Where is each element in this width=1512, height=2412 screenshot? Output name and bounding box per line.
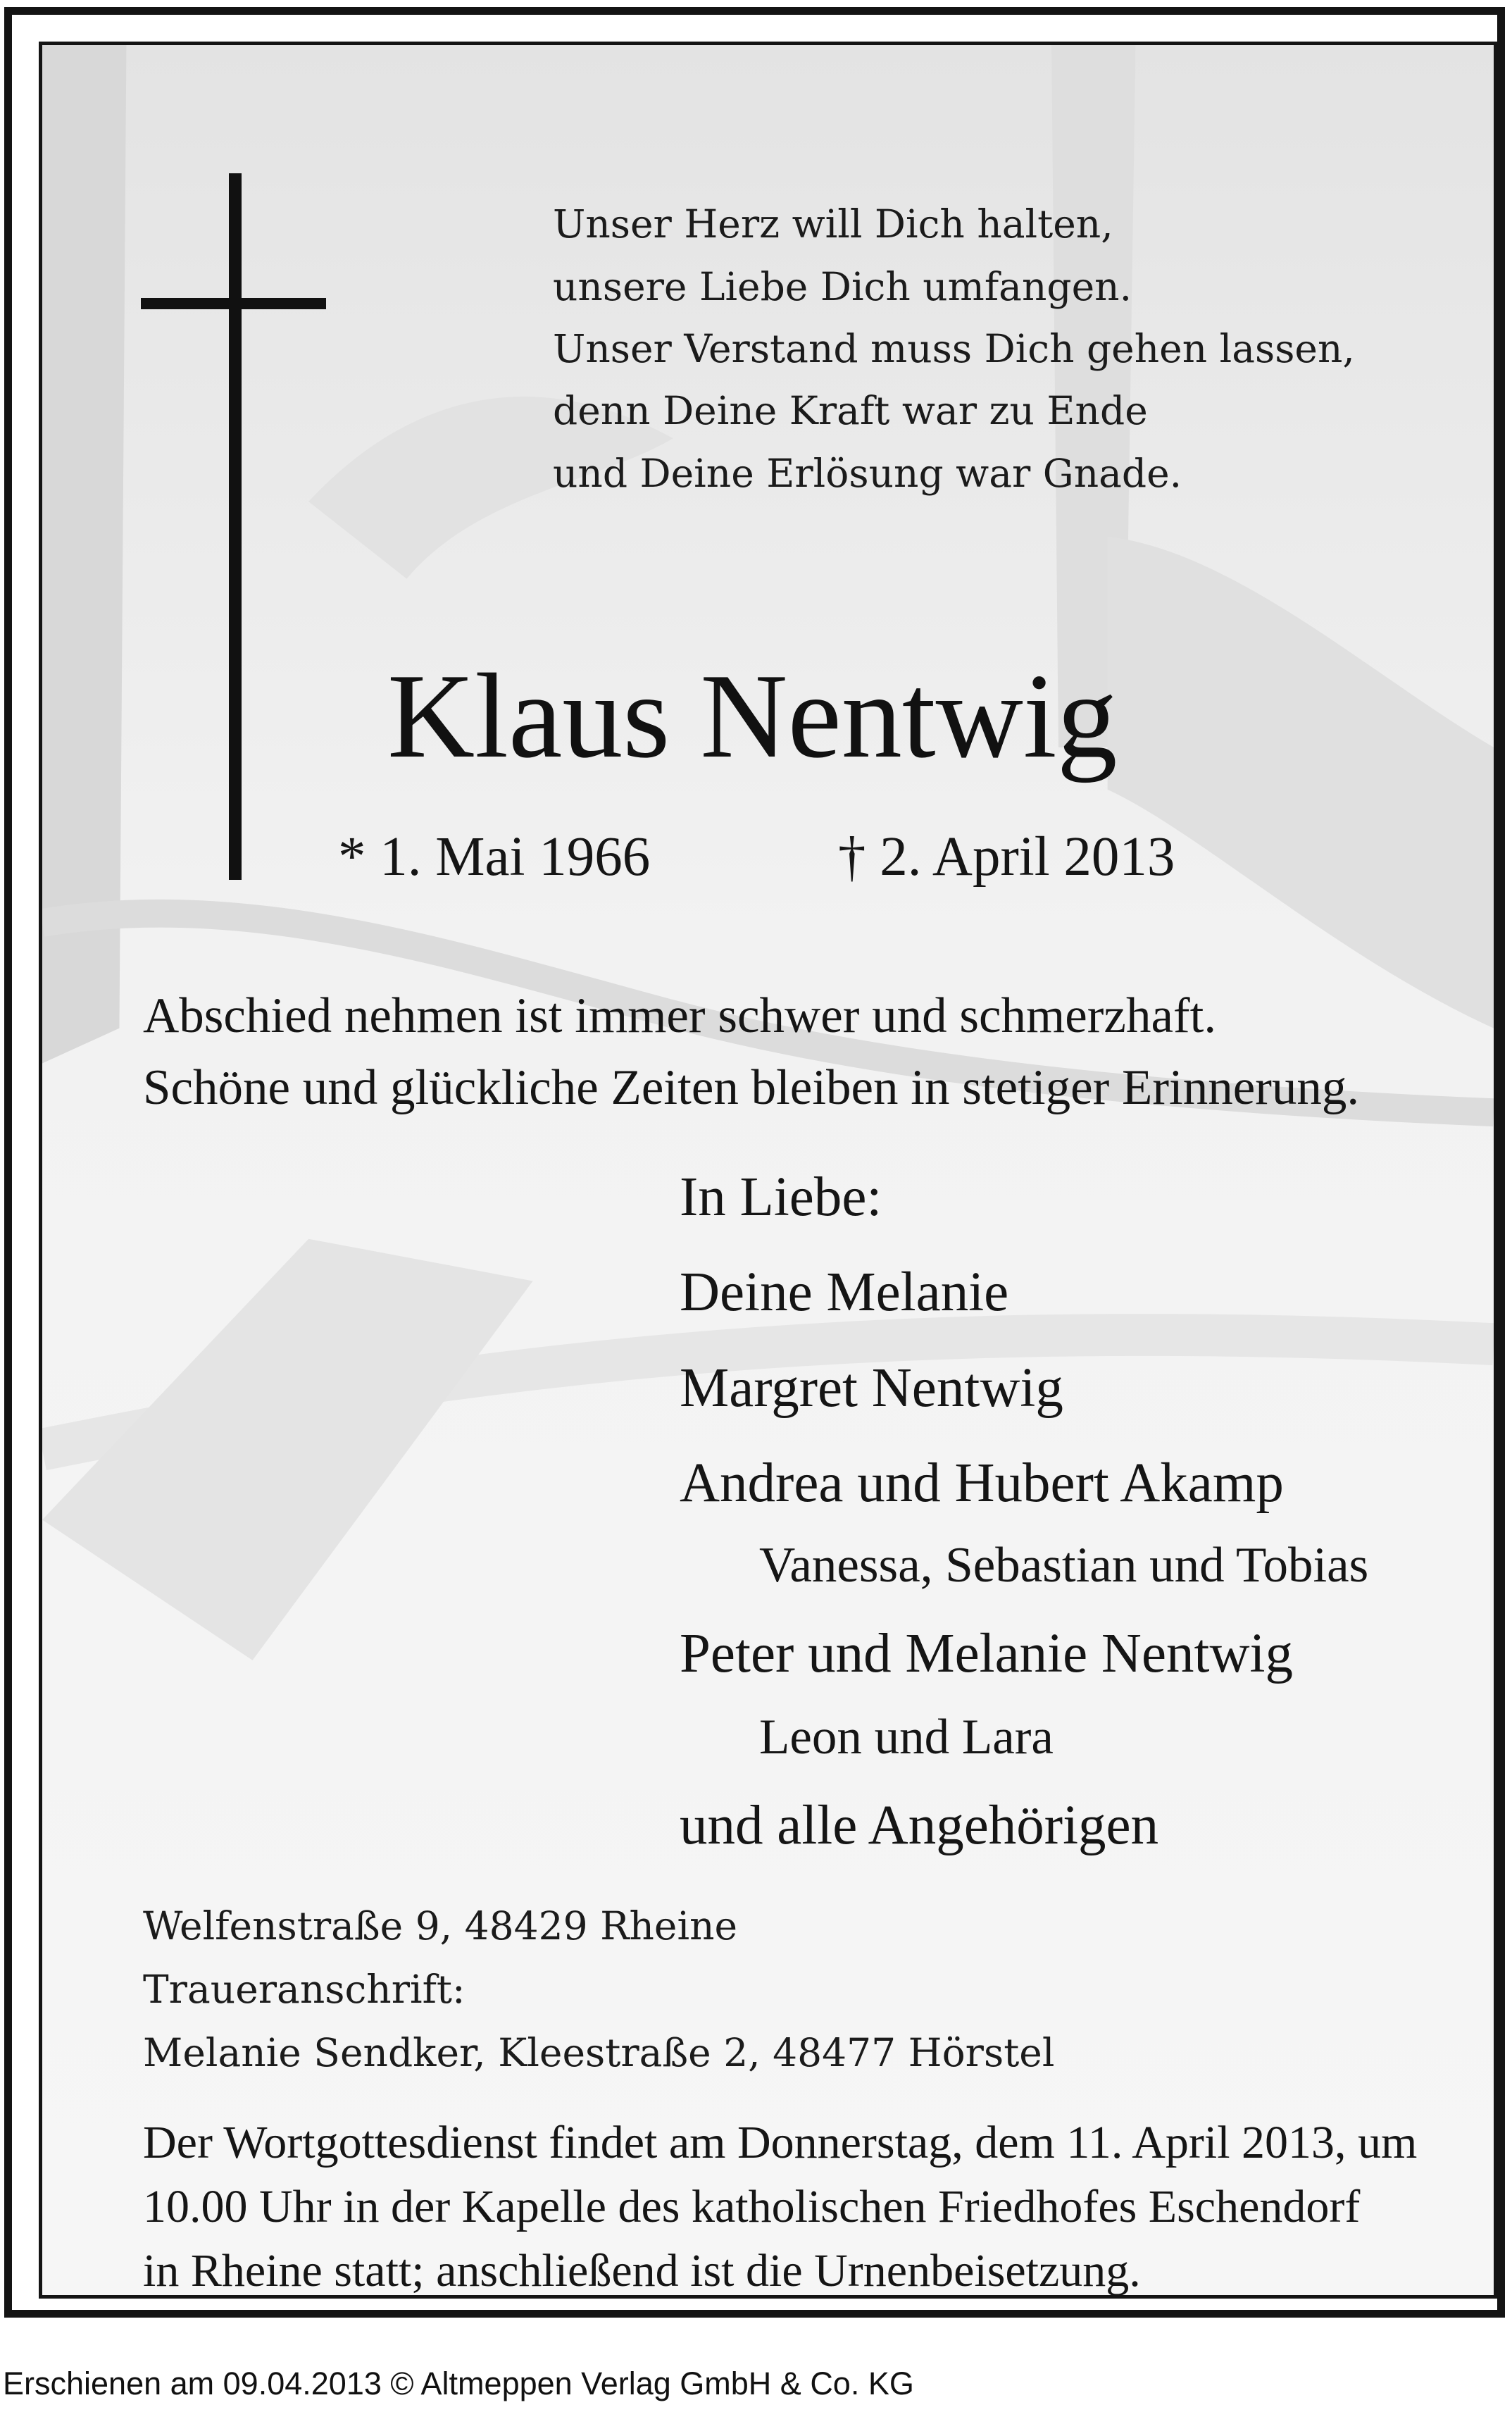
poem-line: Unser Verstand muss Dich gehen lassen, — [553, 326, 1355, 371]
service-info-line: in Rheine statt; anschließend ist die Urnenbeisetzung. — [143, 2245, 1141, 2296]
family-intro: In Liebe: — [680, 1167, 882, 1228]
cross-symbol-vertical — [229, 173, 242, 880]
farewell-line: Abschied nehmen ist immer schwer und schmerzhaft. — [143, 988, 1217, 1043]
address-line: Melanie Sendker, Kleestraße 2, 48477 Hörstel — [143, 2030, 1055, 2075]
farewell-line: Schöne und glückliche Zeiten bleiben in stetiger Erinnerung. — [143, 1060, 1360, 1115]
publication-credit: Erschienen am 09.04.2013 © Altmeppen Verlag GmbH & Co. KG — [3, 2366, 914, 2401]
service-info-line: 10.00 Uhr in der Kapelle des katholischen Friedhofes Eschendorf — [143, 2181, 1361, 2232]
family-member: Andrea und Hubert Akamp — [680, 1453, 1284, 1514]
poem-line: denn Deine Kraft war zu Ende — [553, 388, 1148, 433]
family-member: Peter und Melanie Nentwig — [680, 1623, 1293, 1684]
family-member: und alle Angehörigen — [680, 1795, 1159, 1856]
notice-outer-frame — [4, 7, 1505, 2318]
address-line: Welfenstraße 9, 48429 Rheine — [143, 1903, 738, 1948]
address-label: Traueranschrift: — [143, 1967, 466, 2012]
deceased-name: Klaus Nentwig — [387, 649, 1118, 783]
poem-line: und Deine Erlösung war Gnade. — [553, 451, 1182, 496]
poem-line: unsere Liebe Dich umfangen. — [553, 264, 1132, 309]
poem-line: Unser Herz will Dich halten, — [553, 201, 1113, 247]
notice-inner-frame — [39, 42, 1497, 2299]
service-info-line: Der Wortgottesdienst findet am Donnerstag, dem 11. April 2013, um — [143, 2117, 1418, 2168]
death-date: † 2. April 2013 — [838, 826, 1175, 888]
family-children: Vanessa, Sebastian und Tobias — [759, 1538, 1369, 1593]
family-member: Margret Nentwig — [680, 1357, 1063, 1419]
cross-symbol-horizontal — [141, 298, 326, 309]
family-children: Leon und Lara — [759, 1710, 1054, 1765]
birth-date: * 1. Mai 1966 — [338, 826, 651, 888]
family-member: Deine Melanie — [680, 1262, 1009, 1323]
